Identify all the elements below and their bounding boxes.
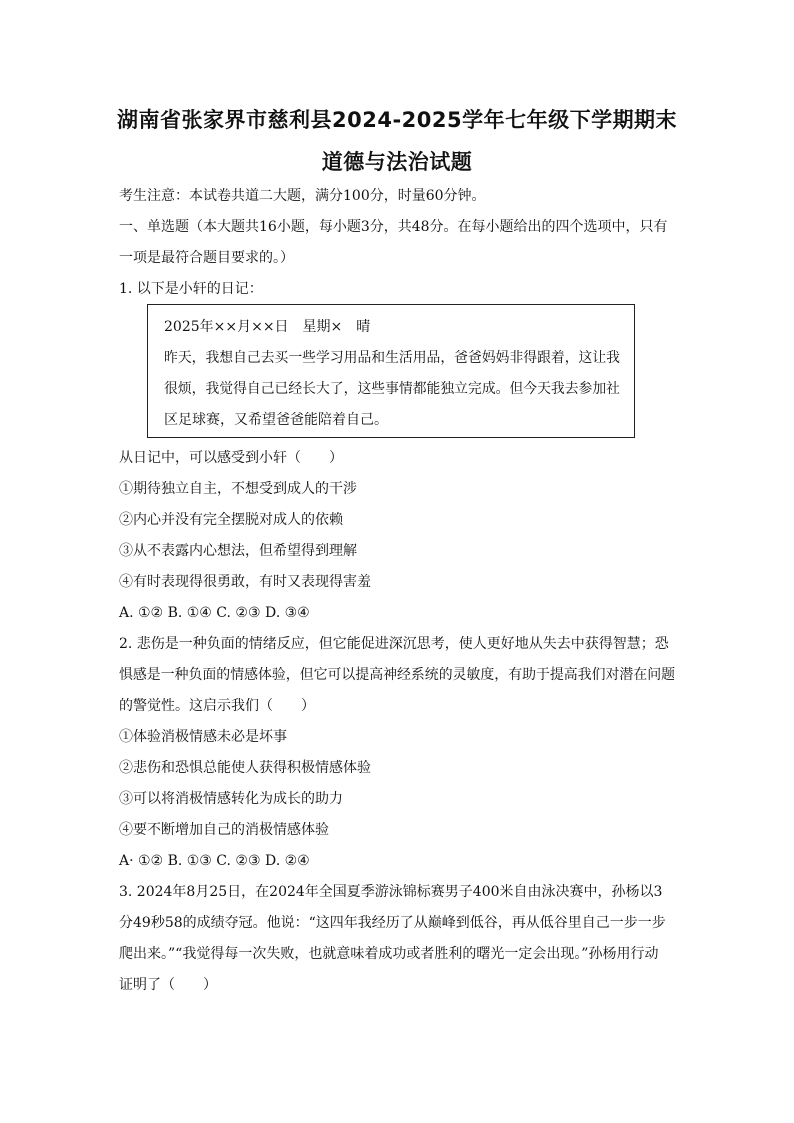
diary-line: 2025年××月××日 星期× 晴 [164, 319, 371, 335]
q2-option: ①体验消极情感未必是坏事 [119, 729, 287, 745]
exam-notice: 考生注意：本试卷共道二大题，满分100分，时量60分钟。 [119, 188, 486, 204]
exam-title-line2: 道德与法治试题 [321, 150, 473, 174]
diary-line: 很烦，我觉得自己已经长大了，这些事情都能独立完成。但今天我去参加社 [164, 381, 620, 397]
q1-option: ①期待独立自主，不想受到成人的干涉 [119, 481, 357, 497]
q1-question: 从日记中，可以感受到小轩（ ） [119, 450, 343, 466]
q1-option: ②内心并没有完全摆脱对成人的依赖 [119, 512, 343, 528]
q2-option: ③可以将消极情感转化为成长的助力 [119, 791, 343, 807]
section-header-line2: 一项是最符合题目要求的。） [119, 250, 294, 266]
q2-option: ④要不断增加自己的消极情感体验 [119, 822, 329, 838]
q3-stem-line: 3. 2024年8月25日，在2024年全国夏季游泳锦标赛男子400米自由泳决赛中，孙杨以3 [119, 884, 663, 900]
q2-stem-line: 的警觉性。这启示我们（ ） [119, 698, 315, 714]
q1-option: ④有时表现得很勇敢，有时又表现得害羞 [119, 574, 371, 590]
diary-line: 昨天，我想自己去买一些学习用品和生活用品，爸爸妈妈非得跟着，这让我 [164, 350, 620, 366]
q2-option: ②悲伤和恐惧总能使人获得积极情感体验 [119, 760, 371, 776]
q2-answer-choices: A· ①② B. ①③ C. ②③ D. ②④ [119, 853, 310, 869]
q3-stem-line: 爬出来。”“我觉得每一次失败，也就意味着成功或者胜利的曙光一定会出现。”孙杨用行动 [119, 946, 659, 962]
q2-stem-line: 2. 悲伤是一种负面的情绪反应，但它能促进深沉思考，使人更好地从失去中获得智慧；恐 [119, 636, 669, 652]
exam-title-line1: 湖南省张家界市慈利县2024-2025学年七年级下学期期末 [116, 108, 677, 132]
diary-line: 区足球赛，又希望爸爸能陪着自己。 [164, 412, 388, 428]
section-header-line1: 一、单选题（本大题共16小题，每小题3分，共48分。在每小题给出的四个选项中，只有 [119, 219, 668, 235]
q3-stem-line: 分49秒58的成绩夺冠。他说：“这四年我经历了从巅峰到低谷，再从低谷里自己一步一步 [119, 915, 666, 931]
diary-box [147, 304, 635, 438]
q3-stem-line: 证明了（ ） [119, 977, 217, 993]
q1-option: ③从不表露内心想法，但希望得到理解 [119, 543, 357, 559]
q2-stem-line: 惧感是一种负面的情感体验，但它可以提高神经系统的灵敏度，有助于提高我们对潜在问题 [119, 667, 675, 683]
q1-answer-choices: A. ①② B. ①④ C. ②③ D. ③④ [119, 605, 310, 621]
q1-stem: 1. 以下是小轩的日记： [119, 281, 263, 297]
